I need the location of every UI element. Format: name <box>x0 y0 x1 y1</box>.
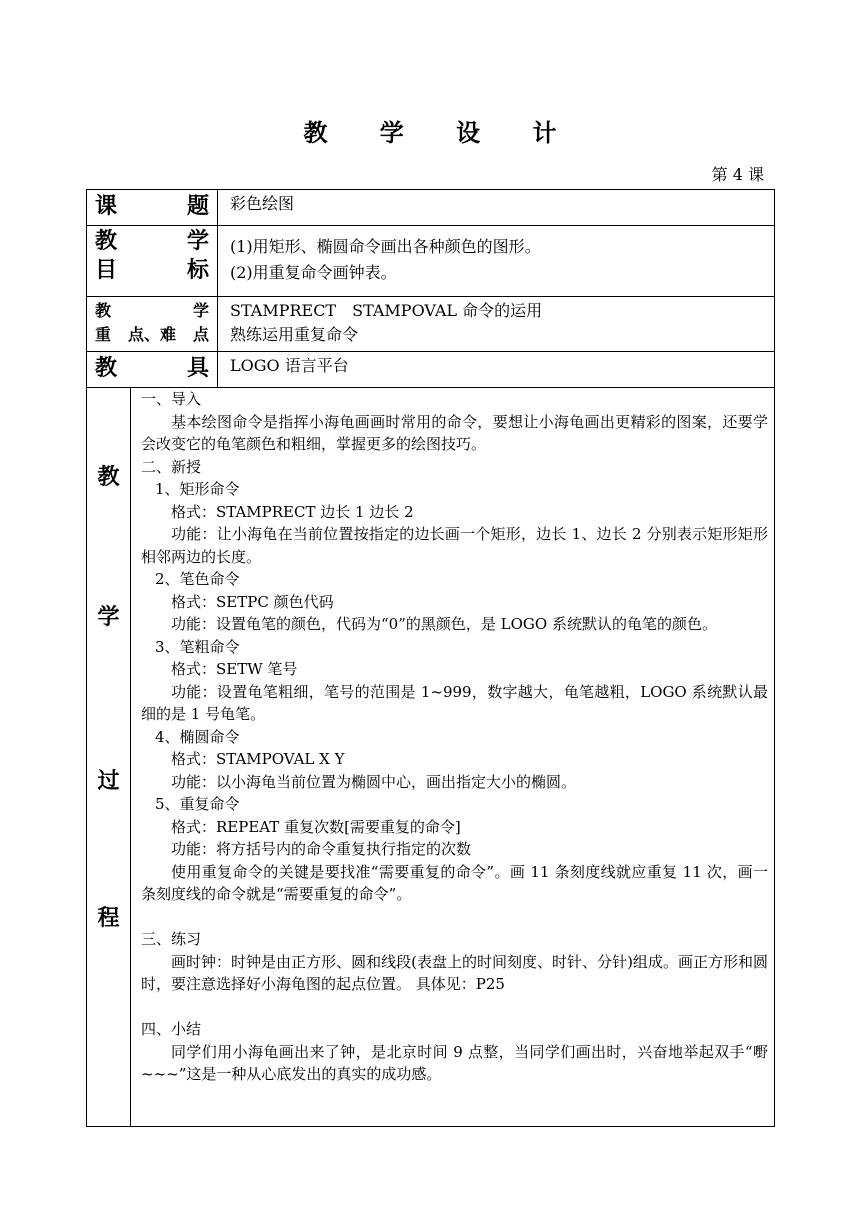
label-char: 点 <box>192 325 209 344</box>
page-title: 教 学 设 计 <box>303 118 579 147</box>
format-line: 格式：REPEAT 重复次数[需要重复的命令] <box>171 817 461 836</box>
section-heading: 二、新授 <box>141 457 202 476</box>
key-point-line: 熟练运用重复命令 <box>230 325 359 344</box>
subsection-heading: 2、笔色命令 <box>155 570 240 588</box>
paragraph: 基本绘图命令是指挥小海龟画画时常用的命令，要想让小海龟画出更精彩的图案，还要学会改变它的龟笔颜色和粗细，掌握更多的绘图技巧。 <box>141 412 768 453</box>
label-char: 具 <box>186 355 209 381</box>
function-line: 功能：设置龟笔粗细，笔号的范围是 1~999，数字越大，龟笔越粗，LOGO 系统默认最细的是 1 号龟笔。 <box>141 682 768 723</box>
label-goal <box>87 226 218 297</box>
section-heading: 三、练习 <box>141 930 202 948</box>
format-line: 格式：STAMPOVAL X Y <box>171 750 345 768</box>
row-process <box>87 388 775 1127</box>
key-point-line: STAMPRECT STAMPOVAL 命令的运用 <box>230 301 543 320</box>
format-line: 格式：SETW 笔号 <box>171 660 298 678</box>
goal-line: (2)用重复命令画钟表。 <box>230 263 397 282</box>
label-char: 题 <box>186 193 209 219</box>
process-cell <box>87 388 775 1127</box>
label-char: 目 <box>95 257 118 283</box>
row-key-points <box>87 297 775 352</box>
paragraph: 使用重复命令的关键是要找准“需要重复的命令”。画 11 条刻度线就应重复 11 次，画一条刻度线的命令就是“需要重复的命令”。 <box>141 862 768 903</box>
key-points-content <box>218 297 775 352</box>
label-tools <box>87 352 218 388</box>
section-heading: 一、导入 <box>141 390 202 408</box>
function-line: 功能：让小海龟在当前位置按指定的边长画一个矩形，边长 1、边长 2 分别表示矩形矩形相邻两边的长度。 <box>141 525 768 566</box>
row-topic <box>87 190 775 226</box>
process-label <box>87 388 131 1126</box>
format-line: 格式：STAMPRECT 边长 1 边长 2 <box>171 502 414 521</box>
label-char: 学 <box>186 228 209 254</box>
label-char: 重 <box>95 325 112 344</box>
label-char: 教 <box>95 301 112 320</box>
format-line: 格式：SETPC 颜色代码 <box>171 592 334 611</box>
topic-content: 彩色绘图 <box>218 190 775 226</box>
label-char: 标 <box>186 257 209 283</box>
lesson-number: 第 4 课 <box>711 165 764 184</box>
goal-content <box>218 226 775 297</box>
subsection-heading: 1、矩形命令 <box>155 480 240 498</box>
process-label-char: 学 <box>97 604 120 630</box>
label-char: 课 <box>95 193 118 219</box>
label-key-points <box>87 297 218 352</box>
spacer <box>141 906 768 929</box>
label-char: 教 <box>95 228 118 254</box>
process-content <box>131 388 774 1126</box>
subsection-heading: 5、重复命令 <box>155 795 240 813</box>
function-line: 功能：将方括号内的命令重复执行指定的次数 <box>171 840 472 858</box>
goal-line: (1)用矩形、椭圆命令画出各种颜色的图形。 <box>230 237 541 256</box>
paragraph: 画时钟：时钟是由正方形、圆和线段(表盘上的时间刻度、时针、分针)组成。画正方形和圆时，要注意选择好小海龟图的起点位置。 具体见：P25 <box>141 952 768 993</box>
label-char: 点、难 <box>127 325 176 344</box>
spacer <box>141 996 768 1019</box>
process-label-char: 程 <box>97 905 120 931</box>
function-line: 功能：以小海龟当前位置为椭圆中心，画出指定大小的椭圆。 <box>171 772 577 791</box>
tools-content: LOGO 语言平台 <box>218 352 775 388</box>
label-char: 教 <box>95 355 118 381</box>
subsection-heading: 4、椭圆命令 <box>155 727 240 746</box>
subsection-heading: 3、笔粗命令 <box>155 637 240 656</box>
label-topic <box>87 190 218 226</box>
row-tools <box>87 352 775 388</box>
label-char: 学 <box>192 301 209 320</box>
lesson-plan-table <box>86 189 775 1127</box>
process-label-char: 过 <box>97 768 120 794</box>
function-line: 功能：设置龟笔的颜色，代码为“0”的黑颜色，是 LOGO 系统默认的龟笔的颜色。 <box>171 615 717 633</box>
paragraph: 同学们用小海龟画出来了钟，是北京时间 9 点整，当同学们画出时，兴奋地举起双手“嘢~~~”这是一种从心底发出的真实的成功感。 <box>141 1042 768 1083</box>
process-label-char: 教 <box>97 464 120 490</box>
section-heading: 四、小结 <box>141 1020 202 1038</box>
row-goal <box>87 226 775 297</box>
